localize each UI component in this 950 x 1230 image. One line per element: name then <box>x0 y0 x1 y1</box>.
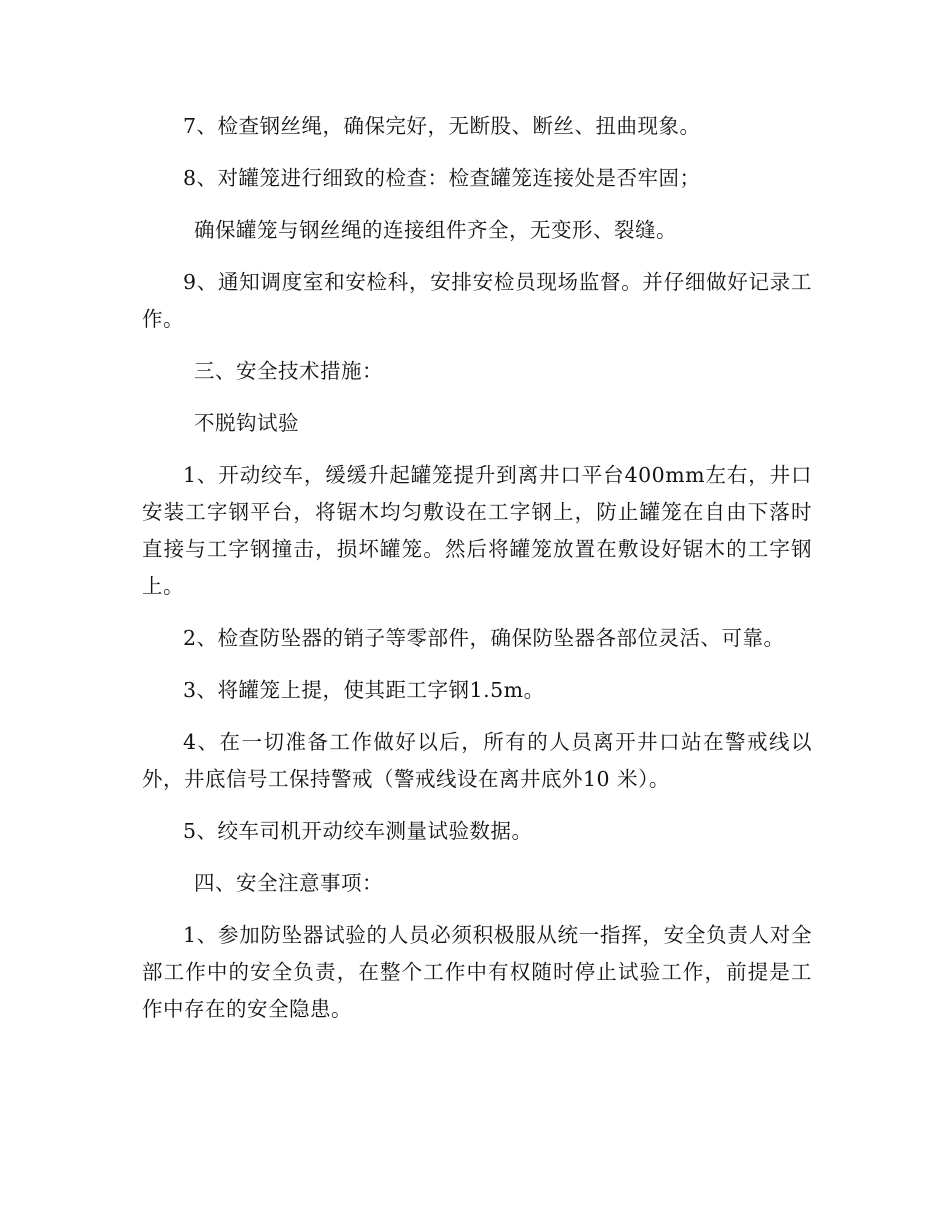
paragraph-measure-5: 5、绞车司机开动绞车测量试验数据。 <box>183 819 533 843</box>
paragraph-measure-3: 3、将罐笼上提，使其距工字钢1.5m。 <box>183 678 545 702</box>
paragraph-step-7: 7、检查钢丝绳，确保完好，无断股、断丝、扭曲现象。 <box>183 114 701 138</box>
section-heading-safety-notes: 四、安全注意事项： <box>194 871 383 895</box>
paragraph-measure-4: 4、在一切准备工作做好以后，所有的人员离开井口站在警戒线以外，井底信号工保持警戒（警戒线设在离井底外10 米）。 <box>142 730 812 791</box>
paragraph-step-8: 8、对罐笼进行细致的检查：检查罐笼连接处是否牢固； <box>183 166 701 190</box>
section-heading-safety-measures: 三、安全技术措施： <box>194 359 383 383</box>
paragraph-step-9: 9、通知调度室和安检科，安排安检员现场监督。并仔细做好记录工作。 <box>142 270 812 331</box>
paragraph-measure-2: 2、检查防坠器的销子等零部件，确保防坠器各部位灵活、可靠。 <box>183 626 785 650</box>
paragraph-step-8-detail: 确保罐笼与钢丝绳的连接组件齐全，无变形、裂缝。 <box>194 218 677 242</box>
paragraph-note-1: 1、参加防坠器试验的人员必须积极服从统一指挥，安全负责人对全部工作中的安全负责，在整个工作中有权随时停止试验工作，前提是工作中存在的安全隐患。 <box>142 923 812 1021</box>
paragraph-measure-1: 1、开动绞车，缓缓升起罐笼提升到离井口平台400mm左右，井口安装工字钢平台，将锯木均匀敷设在工字钢上，防止罐笼在自由下落时直接与工字钢撞击，损坏罐笼。然后将罐笼放置在敷设好锯木的工字钢上。 <box>142 463 812 598</box>
document-body <box>142 108 812 1028</box>
subheading-no-unhook-test: 不脱钩试验 <box>194 411 299 435</box>
